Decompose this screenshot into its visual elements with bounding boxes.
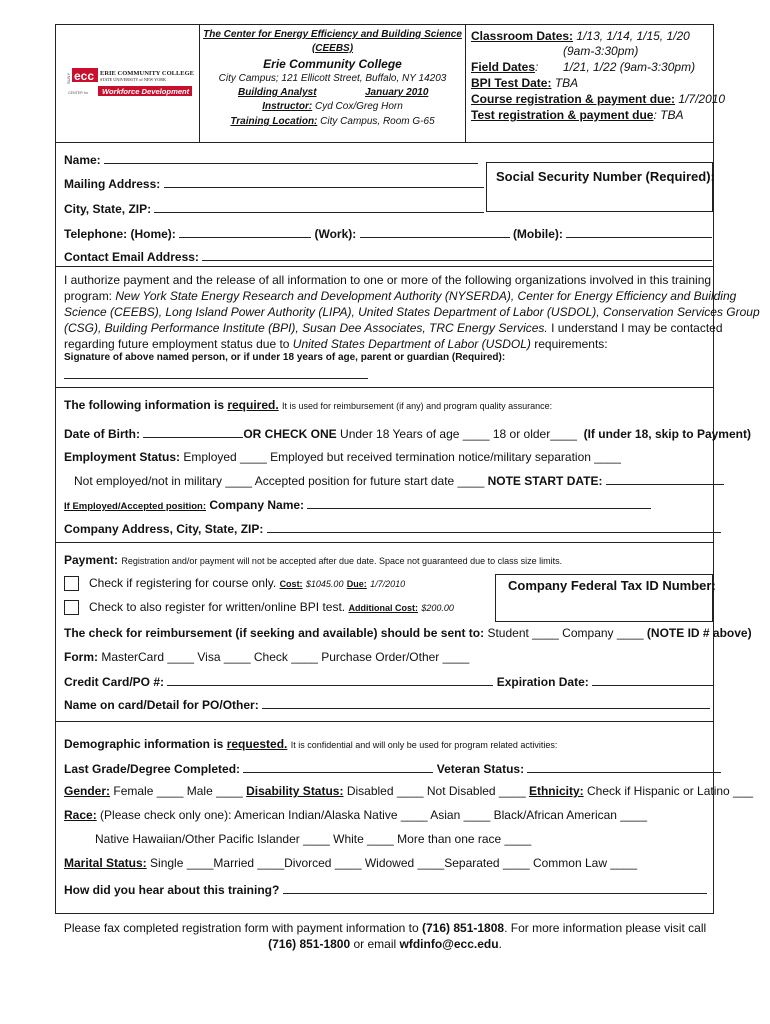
logo-college-name: ERIE COMMUNITY COLLEGE [100, 70, 194, 77]
tax-id-label: Company Federal Tax ID Number: [508, 578, 716, 593]
dob-field[interactable] [143, 426, 243, 438]
home-phone-field[interactable] [179, 226, 311, 238]
logo-ecc-mark: ecc [74, 69, 95, 83]
hear-field[interactable] [283, 882, 707, 894]
work-phone-field[interactable] [360, 226, 510, 238]
ecc-logo [66, 68, 194, 98]
employment-row: Employment Status: Employed ____ Employed but received termination notice/military separation ____ [64, 450, 621, 464]
course-registration-due: Course registration & payment due: 1/7/2010 [471, 92, 726, 106]
dob-row: Date of Birth: OR CHECK ONE Under 18 Years of age ____ 18 or older____ (If under 18, skip to Payment) [64, 427, 751, 441]
grade-field[interactable] [243, 761, 433, 773]
credit-card-field[interactable] [167, 674, 493, 686]
divider [55, 142, 714, 143]
divider [55, 266, 714, 267]
form-row: Form: MasterCard ____ Visa ____ Check ____ Purchase Order/Other ____ [64, 650, 470, 664]
logo-suny-line: STATE UNIVERSITY of NEW YORK [100, 77, 167, 82]
footer-line-1: Please fax completed registration form with payment information to (716) 851-1808. For more information please visit call [63, 921, 707, 935]
city-row: City, State, ZIP: [64, 201, 484, 216]
company-name-field[interactable] [307, 497, 651, 509]
auth-line-2: program: New York State Energy Research and Development Authority (NYSERDA), Center for Energy Efficiency and Building [64, 289, 737, 303]
auth-line-5: regarding future employment status due to United States Department of Labor (USDOL) requirements: [64, 337, 608, 351]
name-on-card-field[interactable] [262, 697, 710, 709]
logo-suny-text: SUNY [66, 72, 71, 84]
auth-line-3: Science (CEEBS), Long Island Power Authority (LIPA), United States Department of Labor (USDOL), Conservation Services Group [64, 305, 760, 319]
ssn-label: Social Security Number (Required): [496, 169, 715, 184]
center-acronym: (CEEBS) [311, 43, 354, 54]
instructor-line: Instructor: Cyd Cox/Greg Horn [262, 101, 403, 112]
auth-line-4: (CSG), Building Performance Institute (BPI), Susan Dee Associates, TRC Energy Services. I understand I may be contacted [64, 321, 723, 335]
city-state-zip-field[interactable] [154, 201, 484, 213]
required-heading: The following information is required. It is used for reimbursement (if any) and program quality assurance: [64, 398, 553, 412]
course-only-checkbox[interactable] [64, 576, 79, 591]
marital-row: Marital Status: Single ____Married ____Divorced ____ Widowed ____Separated ____ Common Law ____ [64, 856, 638, 870]
name-on-card-row: Name on card/Detail for PO/Other: [64, 697, 710, 712]
location-line: Training Location: City Campus, Room G-65 [230, 116, 435, 127]
telephone-row: Telephone: (Home): (Work): (Mobile): [64, 226, 712, 241]
start-date-field[interactable] [606, 473, 724, 485]
classroom-dates: Classroom Dates: 1/13, 1/14, 1/15, 1/20 [471, 29, 690, 43]
logo-workforce: Workforce Development [102, 87, 190, 96]
race-row: Race: (Please check only one): American Indian/Alaska Native ____ Asian ____ Black/African American ____ [64, 808, 648, 822]
divider [55, 542, 714, 543]
name-field[interactable] [104, 152, 478, 164]
reimburse-row: The check for reimbursement (if seeking and available) should be sent to: Student ____ Company ____ (NOTE ID # above) [64, 626, 752, 640]
course-only-row: Check if registering for course only. Cost: $1045.00 Due: 1/7/2010 [64, 576, 405, 591]
signature-field[interactable] [64, 378, 368, 379]
company-address-field[interactable] [267, 521, 721, 533]
divider [55, 387, 714, 388]
course-name: Building Analyst [238, 87, 317, 98]
payment-heading: Payment: Registration and/or payment will not be accepted after due date. Space not guaranteed due to class size limits. [64, 553, 563, 567]
expiration-field[interactable] [592, 674, 714, 686]
mailing-row: Mailing Address: [64, 176, 484, 191]
field-dates: Field Dates: 1/21, 1/22 (9am-3:30pm) [471, 60, 696, 74]
hear-row: How did you hear about this training? [64, 882, 707, 897]
center-title: The Center for Energy Efficiency and Building Science [203, 29, 462, 40]
grade-row: Last Grade/Degree Completed: Veteran Status: [64, 761, 721, 776]
employment-row-2: Not employed/not in military ____ Accepted position for future start date ____ NOTE START DATE: [74, 473, 724, 488]
test-registration-due: Test registration & payment due: TBA [471, 108, 684, 122]
email-row: Contact Email Address: [64, 249, 712, 264]
company-name-row: If Employed/Accepted position: Company Name: [64, 497, 651, 512]
bpi-test-checkbox[interactable] [64, 600, 79, 615]
course-term: January 2010 [365, 87, 429, 98]
credit-card-row: Credit Card/PO #: Expiration Date: [64, 674, 714, 689]
logo-center-label: CENTER for [68, 91, 88, 95]
college-address: City Campus; 121 Ellicott Street, Buffalo, NY 14203 [218, 73, 447, 84]
signature-label: Signature of above named person, or if under 18 years of age, parent or guardian (Required): [64, 352, 506, 363]
bpi-test-row: Check to also register for written/online BPI test. Additional Cost: $200.00 [64, 600, 454, 615]
gender-row: Gender: Female ____ Male ____ Disability Status: Disabled ____ Not Disabled ____ Ethnicity: Check if Hispanic or Latino ___ [64, 784, 754, 798]
company-address-row: Company Address, City, State, ZIP: [64, 521, 721, 536]
header-divider-right [465, 24, 466, 142]
name-row: Name: [64, 152, 478, 167]
divider [55, 721, 714, 722]
footer-line-2: (716) 851-1800 or email wfdinfo@ecc.edu. [268, 937, 502, 951]
bpi-test-date: BPI Test Date: TBA [471, 76, 579, 90]
veteran-field[interactable] [527, 761, 721, 773]
demographic-heading: Demographic information is requested. It is confidential and will only be used for program related activities: [64, 737, 558, 751]
race-row-2: Native Hawaiian/Other Pacific Islander ____ White ____ More than one race ____ [95, 832, 532, 846]
mobile-phone-field[interactable] [566, 226, 712, 238]
college-title: Erie Community College [263, 57, 402, 71]
mailing-address-field[interactable] [164, 176, 484, 188]
email-field[interactable] [202, 249, 712, 261]
footer-email[interactable]: wfdinfo@ecc.edu [399, 937, 499, 951]
auth-line-1: I authorize payment and the release of all information to one or more of the following organizations involved in this training [64, 273, 712, 287]
classroom-time: (9am-3:30pm) [563, 44, 639, 58]
